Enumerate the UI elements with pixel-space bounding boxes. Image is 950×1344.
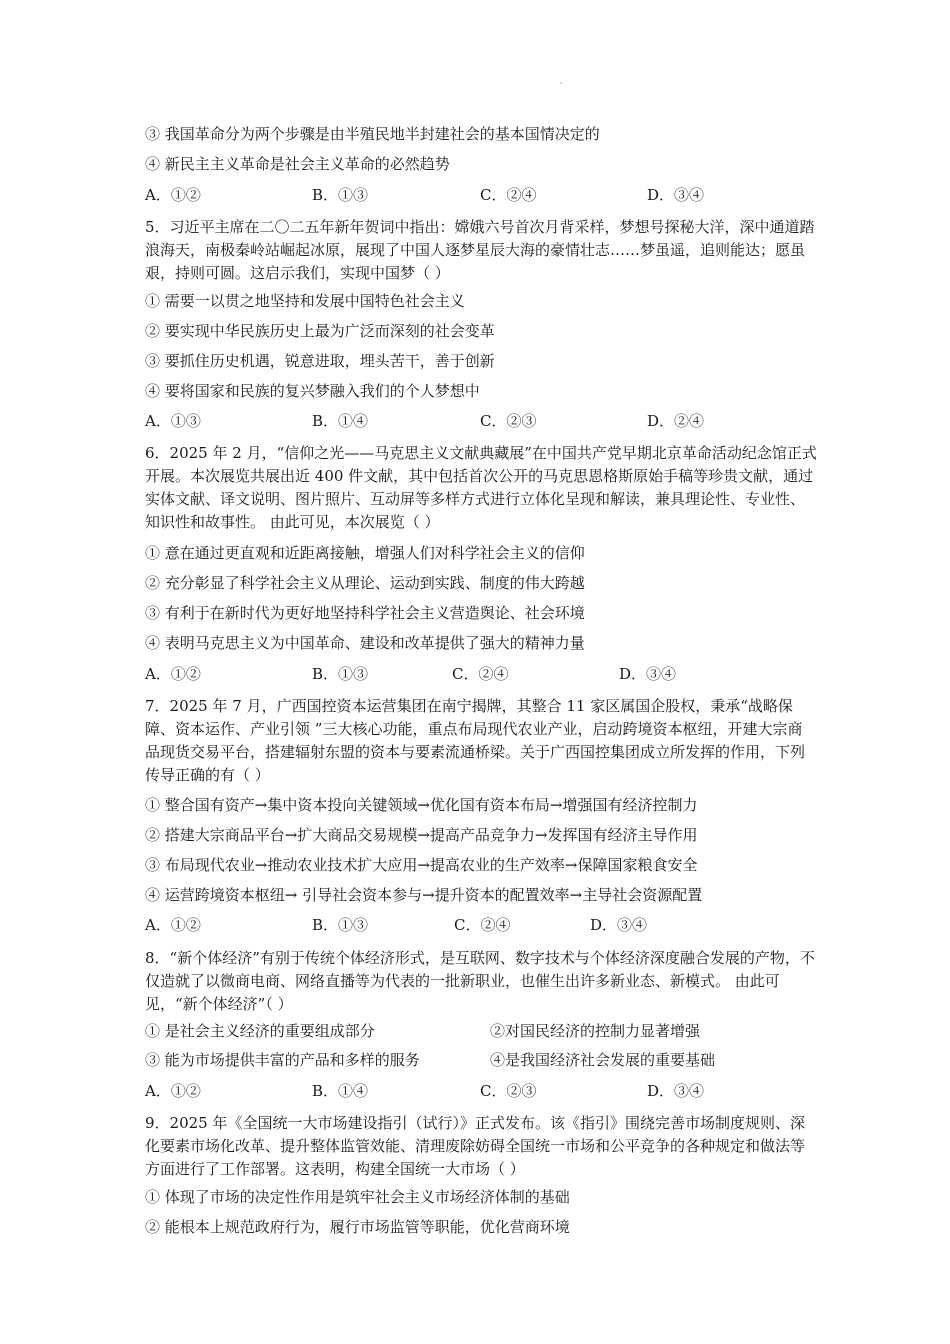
q8-option-a[interactable]: A．①② (145, 1082, 201, 1100)
q4-statement-4: ④ 新民主主义革命是社会主义革命的必然趋势 (145, 155, 450, 173)
q6-option-a[interactable]: A．①② (145, 665, 201, 683)
q6-option-b[interactable]: B．①③ (312, 665, 369, 683)
q9-stem: 9．2025 年《全国统一大市场建设指引（试行）》正式发布。该《指引》围绕完善市场制度规则、深化要素市场化改革、提升整体监管效能、清理废除妨碍全国统一市场和公平竞争的各种规定和做法等方面进行了工作部署。这表明，构建全国统一大市场（ ） (145, 1114, 806, 1178)
q5-option-b[interactable]: B．①④ (312, 412, 369, 430)
q8-option-d[interactable]: D．③④ (647, 1082, 705, 1100)
q4-options (145, 185, 820, 205)
q7-statement-3: ③ 布局现代农业→推动农业技术扩大应用→提高农业的生产效率→保障国家粮食安全 (145, 856, 698, 874)
q4-option-b[interactable]: B．①③ (312, 186, 369, 204)
q6-statement-4: ④ 表明马克思主义为中国革命、建设和改革提供了强大的精神力量 (145, 634, 585, 652)
q4-option-a[interactable]: A．①② (145, 186, 201, 204)
q5-statement-3: ③ 要抓住历史机遇，锐意进取，埋头苦干，善于创新 (145, 352, 495, 370)
q7-options (145, 915, 820, 935)
q4-option-d[interactable]: D．③④ (647, 186, 705, 204)
q8-options (145, 1081, 820, 1101)
q5-statement-2: ② 要实现中华民族历史上最为广泛而深刻的社会变革 (145, 322, 495, 340)
q5-stem: 5．习近平主席在二〇二五年新年贺词中指出：嫦娥六号首次月背采样，梦想号探秘大洋，深中通道踏浪海天，南极秦岭站崛起冰原，展现了中国人逐梦星辰大海的豪情壮志……梦虽遥，追则能达；愿虽艰，持则可圆。这启示我们，实现中国梦（ ） (145, 218, 815, 282)
q5-options (145, 411, 820, 431)
q7-statement-4: ④ 运营跨境资本枢纽→ 引导社会资本参与→提升资本的配置效率→主导社会资源配置 (145, 886, 703, 904)
q9-statement-2: ② 能根本上规范政府行为，履行市场监管等职能，优化营商环境 (145, 1218, 570, 1236)
q5-option-a[interactable]: A．①③ (145, 412, 201, 430)
q8-statement-1: ① 是社会主义经济的重要组成部分 (145, 1022, 375, 1040)
q6-options (145, 664, 820, 684)
q7-statement-2: ② 搭建大宗商品平台→扩大商品交易规模→提高产品竞争力→发挥国有经济主导作用 (145, 826, 698, 844)
q6-stem: 6．2025 年 2 月，“信仰之光——马克思主义文献典藏展”在中国共产党早期北京革命活动纪念馆正式开展。本次展览共展出近 400 件文献，其中包括首次公开的马克思恩格斯原始手稿等珍贵文献，通过实体文献、译文说明、图片照片、互动屏等多样方式进行立体化呈现和解读，兼具理论性、专业性、知识性和故事性。 由此可见，本次展览（ ） (145, 444, 817, 531)
q5-statement-4: ④ 要将国家和民族的复兴梦融入我们的个人梦想中 (145, 382, 480, 400)
q6-statement-3: ③ 有利于在新时代为更好地坚持科学社会主义营造舆论、社会环境 (145, 604, 585, 622)
q8-option-b[interactable]: B．①④ (312, 1082, 369, 1100)
page-mark (560, 82, 562, 84)
q8-option-c[interactable]: C．②③ (480, 1082, 537, 1100)
q5-statement-1: ① 需要一以贯之地坚持和发展中国特色社会主义 (145, 292, 465, 310)
q9-statement-1: ① 体现了市场的决定性作用是筑牢社会主义市场经济体制的基础 (145, 1188, 570, 1206)
q6-statement-1: ① 意在通过更直观和近距离接触，增强人们对科学社会主义的信仰 (145, 544, 585, 562)
q5-option-d[interactable]: D．②④ (647, 412, 705, 430)
q4-statement-3: ③ 我国革命分为两个步骤是由半殖民地半封建社会的基本国情决定的 (145, 125, 600, 143)
q7-option-b[interactable]: B．①③ (312, 916, 369, 934)
q7-stem: 7．2025 年 7 月，广西国控资本运营集团在南宁揭牌，其整合 11 家区属国企股权，秉承“战略保障、资本运作、产业引领 ”三大核心功能，重点布局现代农业产业，启动跨境资本枢纽，开建大宗商品现货交易平台，搭建辐射东盟的资本与要素流通桥梁。关于广西国控集团成立所发挥的作用，下列传导正确的有（ ） (145, 697, 806, 784)
q8-statement-4: ④是我国经济社会发展的重要基础 (490, 1051, 716, 1069)
q7-option-c[interactable]: C．②④ (454, 916, 511, 934)
q6-statement-2: ② 充分彰显了科学社会主义从理论、运动到实践、制度的伟大跨越 (145, 574, 585, 592)
q6-option-d[interactable]: D．③④ (619, 665, 677, 683)
q8-stem: 8．“新个体经济”有别于传统个体经济形式，是互联网、数字技术与个体经济深度融合发展的产物，不仅造就了以微商电商、网络直播等为代表的一批新职业，也催生出许多新业态、新模式。 由此可见，“新个体经济”（ ） (145, 949, 815, 1013)
q5-option-c[interactable]: C．②③ (480, 412, 537, 430)
q7-statement-1: ① 整合国有资产→集中资本投向关键领域→优化国有资本布局→增强国有经济控制力 (145, 796, 698, 814)
q6-option-c[interactable]: C．②④ (452, 665, 509, 683)
q8-statement-3: ③ 能为市场提供丰富的产品和多样的服务 (145, 1051, 420, 1069)
q7-option-d[interactable]: D．③④ (590, 916, 648, 934)
q8-statement-2: ②对国民经济的控制力显著增强 (490, 1022, 701, 1040)
q4-option-c[interactable]: C．②④ (480, 186, 537, 204)
q7-option-a[interactable]: A．①② (145, 916, 201, 934)
